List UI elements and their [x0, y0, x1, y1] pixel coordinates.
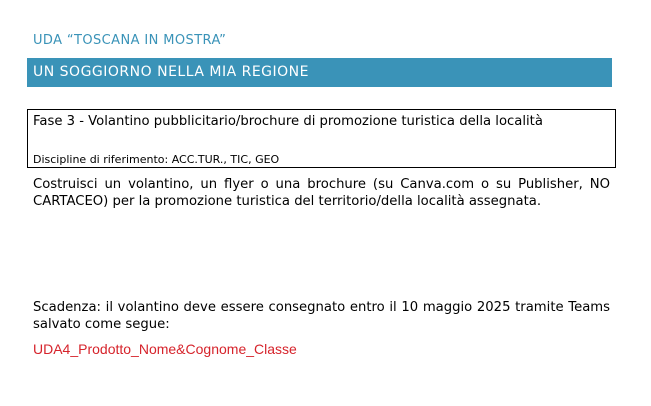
- subtitle-banner: [27, 58, 612, 87]
- phase-box: [27, 109, 616, 168]
- deadline-paragraph: Scadenza: il volantino deve essere consegnato entro il 10 maggio 2025 tramite Teams salvato come segue:: [33, 300, 610, 332]
- subtitle-text: UN SOGGIORNO NELLA MIA REGIONE: [33, 64, 309, 80]
- instructions-paragraph: Costruisci un volantino, un flyer o una brochure (su Canva.com o su Publisher, NO CARTACEO) per la promozione turistica del territorio/della località assegnata.: [33, 177, 610, 209]
- phase-disciplines: Discipline di riferimento: ACC.TUR., TIC, GEO: [33, 153, 280, 166]
- phase-title: Fase 3 - Volantino pubblicitario/brochure di promozione turistica della località: [33, 114, 543, 129]
- uda-title: UDA “TOSCANA IN MOSTRA”: [33, 33, 227, 48]
- filename-format: UDA4_Prodotto_Nome&Cognome_Classe: [33, 341, 297, 357]
